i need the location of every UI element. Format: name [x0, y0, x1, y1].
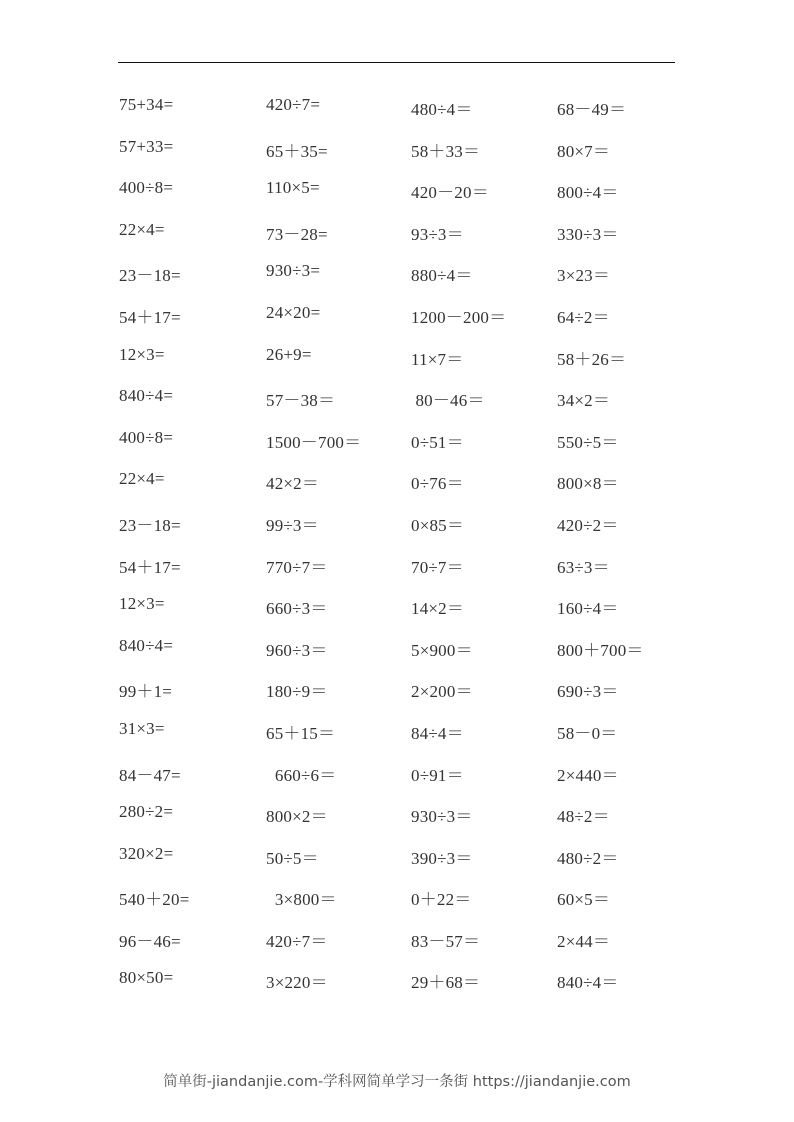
math-problem: 65＋35= — [266, 141, 328, 161]
math-problem: 2×440＝ — [557, 765, 619, 785]
math-problem: 930÷3＝ — [411, 807, 473, 827]
math-problem: 930÷3= — [266, 261, 321, 281]
math-problem: 540＋20= — [119, 890, 190, 910]
math-problem: 96－46= — [119, 931, 181, 951]
math-problem: 80×50= — [119, 968, 174, 988]
math-problem: 83－57＝ — [411, 931, 481, 951]
math-problem: 42×2＝ — [266, 474, 320, 494]
problem-row — [119, 802, 699, 844]
math-problem: 800＋700＝ — [557, 640, 644, 660]
problem-row — [119, 927, 699, 969]
math-problem: 3×220＝ — [266, 973, 328, 993]
math-problem: 420－20＝ — [411, 183, 489, 203]
problem-row — [119, 844, 699, 886]
math-problem: 73－28= — [266, 224, 328, 244]
math-problem: 550÷5＝ — [557, 432, 619, 452]
math-problem: 840÷4＝ — [557, 973, 619, 993]
math-problem: 70÷7＝ — [411, 557, 464, 577]
math-problem: 800×8＝ — [557, 474, 619, 494]
header-rule — [118, 62, 675, 63]
problem-row — [119, 137, 699, 179]
math-problem: 54＋17= — [119, 557, 181, 577]
math-problem: 60×5＝ — [557, 890, 611, 910]
math-problem: 64÷2＝ — [557, 307, 610, 327]
math-problem: 12×3= — [119, 344, 165, 364]
problem-row — [119, 761, 699, 803]
problem-row — [119, 95, 699, 137]
problem-row — [119, 178, 699, 220]
math-problem: 3×800＝ — [266, 890, 337, 910]
math-problem: 110×5= — [266, 178, 320, 198]
problem-row — [119, 968, 699, 1010]
math-problem: 0÷51＝ — [411, 432, 464, 452]
math-problem: 660÷3＝ — [266, 599, 328, 619]
math-problem: 58＋33＝ — [411, 141, 481, 161]
math-problem: 22×4= — [119, 469, 165, 489]
problem-row — [119, 469, 699, 511]
math-problem: 57－38＝ — [266, 391, 336, 411]
problem-row — [119, 220, 699, 262]
math-problem: 50÷5＝ — [266, 848, 319, 868]
math-problem: 99＋1= — [119, 682, 173, 702]
math-problem: 99÷3＝ — [266, 515, 319, 535]
math-problem: 480÷2＝ — [557, 848, 619, 868]
math-problem: 800÷4＝ — [557, 183, 619, 203]
math-problem: 1500－700＝ — [266, 432, 362, 452]
math-problem: 24×20= — [266, 302, 321, 322]
math-problem: 400÷8= — [119, 178, 174, 198]
math-problem: 960÷3＝ — [266, 640, 328, 660]
math-problem: 840÷4= — [119, 386, 174, 406]
problem-row — [119, 719, 699, 761]
problem-row — [119, 636, 699, 678]
math-problem: 75+34= — [119, 95, 174, 114]
math-problem: 23－18= — [119, 515, 181, 535]
math-problem: 420÷7= — [266, 95, 321, 114]
problem-row — [119, 428, 699, 470]
math-problem: 180÷9＝ — [266, 682, 328, 702]
math-problem: 690÷3＝ — [557, 682, 619, 702]
math-problem: 68－49＝ — [557, 100, 627, 119]
math-problem: 63÷3＝ — [557, 557, 610, 577]
math-problem: 770÷7＝ — [266, 557, 328, 577]
math-problem: 0＋22＝ — [411, 890, 472, 910]
math-problem: 420÷7＝ — [266, 931, 328, 951]
math-problem: 400÷8= — [119, 427, 174, 447]
math-problem: 48÷2＝ — [557, 807, 610, 827]
math-problem: 2×200＝ — [411, 682, 473, 702]
math-problem: 0×85＝ — [411, 515, 465, 535]
math-problem: 480÷4＝ — [411, 100, 473, 119]
math-problem: 57+33= — [119, 136, 174, 156]
math-problem: 320×2= — [119, 843, 174, 863]
problem-row — [119, 885, 699, 927]
math-problem: 93÷3＝ — [411, 224, 464, 244]
math-problem: 5×900＝ — [411, 640, 473, 660]
math-problem: 54＋17= — [119, 307, 181, 327]
math-problem: 22×4= — [119, 219, 165, 239]
math-problem: 31×3= — [119, 718, 165, 738]
problem-row — [119, 386, 699, 428]
math-problem: 84－47= — [119, 765, 181, 785]
math-problem: 58＋26＝ — [557, 349, 627, 369]
math-problem: 880÷4＝ — [411, 266, 473, 286]
math-problem: 800×2＝ — [266, 807, 328, 827]
math-problem: 2×44＝ — [557, 931, 611, 951]
math-problem: 65＋15＝ — [266, 723, 336, 743]
math-problem: 80×7＝ — [557, 141, 611, 161]
math-problem: 14×2＝ — [411, 599, 465, 619]
math-problem: 160÷4＝ — [557, 599, 619, 619]
math-problem: 3×23＝ — [557, 266, 611, 286]
problem-row — [119, 511, 699, 553]
problem-row — [119, 594, 699, 636]
problem-row — [119, 677, 699, 719]
math-problem: 34×2＝ — [557, 391, 611, 411]
math-problem: 58－0＝ — [557, 723, 618, 743]
math-problem: 420÷2＝ — [557, 515, 619, 535]
math-problem: 390÷3＝ — [411, 848, 473, 868]
math-problem: 29＋68＝ — [411, 973, 481, 993]
arithmetic-problem-grid — [119, 95, 699, 1010]
problem-row — [119, 303, 699, 345]
math-problem: 23－18= — [119, 266, 181, 286]
footer-watermark: 简单街-jiandanjie.com-学科网简单学习一条街 https://jiandanjie.com — [163, 1074, 631, 1090]
problem-row — [119, 553, 699, 595]
math-problem: 840÷4= — [119, 635, 174, 655]
math-problem: 1200－200＝ — [411, 307, 507, 327]
math-problem: 12×3= — [119, 594, 165, 614]
math-problem: 330÷3＝ — [557, 224, 619, 244]
math-problem: 0÷76＝ — [411, 474, 464, 494]
math-problem: 11×7＝ — [411, 349, 464, 369]
math-problem: 660÷6＝ — [266, 765, 337, 785]
problem-row — [119, 345, 699, 387]
math-problem: 80－46＝ — [411, 391, 485, 411]
math-problem: 0÷91＝ — [411, 765, 464, 785]
math-problem: 26+9= — [266, 344, 312, 364]
math-problem: 84÷4＝ — [411, 723, 464, 743]
problem-row — [119, 261, 699, 303]
math-problem: 280÷2= — [119, 802, 174, 822]
